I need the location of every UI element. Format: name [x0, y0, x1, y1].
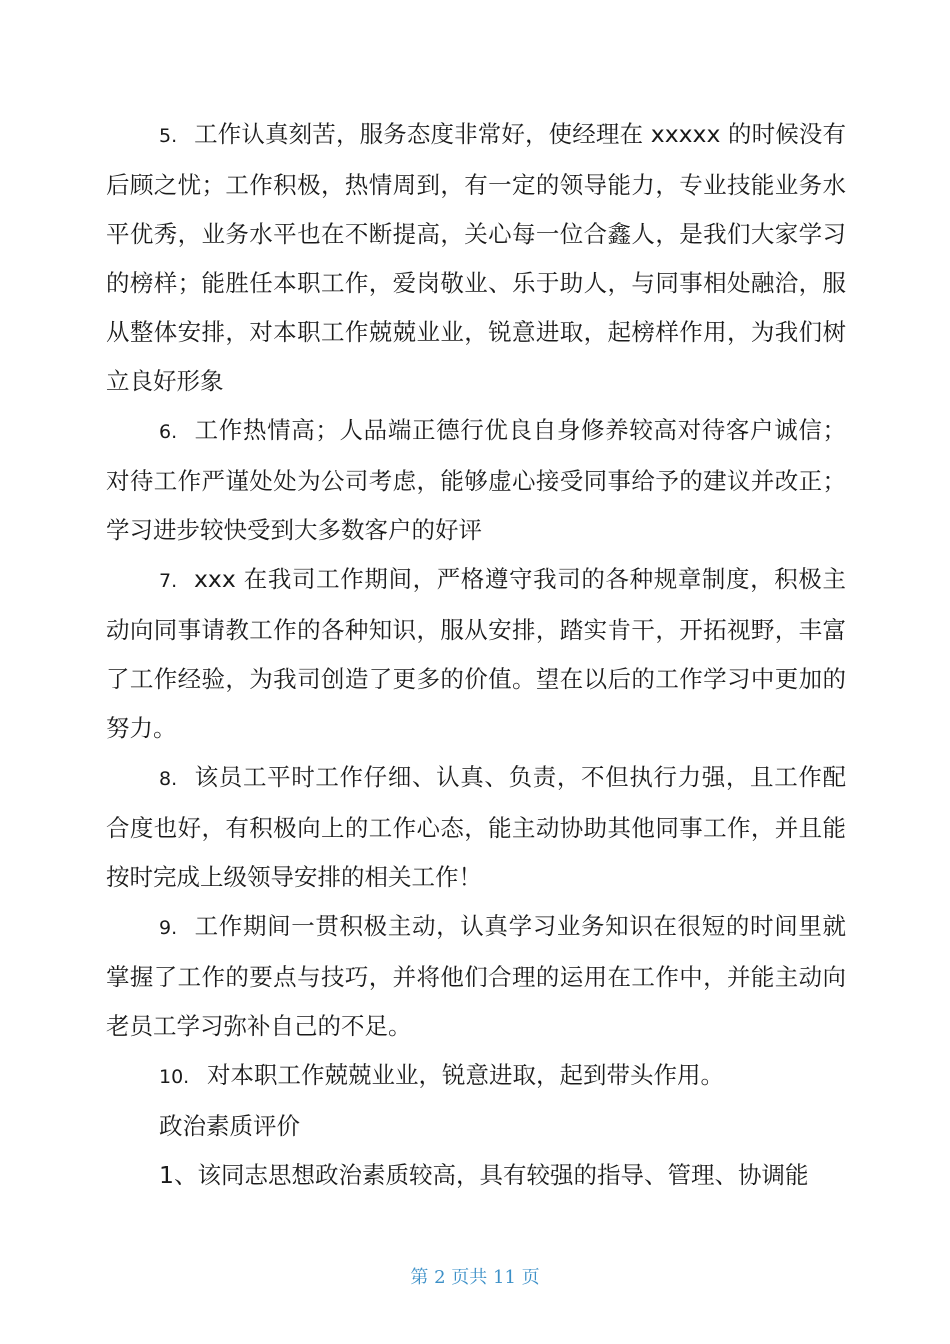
item-number: 5. — [159, 125, 178, 147]
page-number-footer: 第 2 页共 11 页 — [410, 1267, 540, 1288]
item-text: 工作期间一贯积极主动，认真学习业务知识在很短的时间里就掌握了工作的要点与技巧，并将他们合理的运用在工作中，并能主动向老员工学习弥补自己的不足。 — [106, 912, 846, 1040]
list-item-8 — [106, 753, 846, 902]
item-text: 工作认真刻苦，服务态度非常好，使经理在 xxxxx 的时候没有后顾之忧；工作积极，热情周到，有一定的领导能力，专业技能业务水平优秀，业务水平也在不断提高，关心每一位合鑫人，是我们大家学习的榜样；能胜任本职工作，爱岗敬业、乐于助人，与同事相处融洽，服从整体安排，对本职工作兢兢业业，锐意进取，起榜样作用，为我们树立良好形象 — [106, 120, 846, 395]
item-text: xxx 在我司工作期间，严格遵守我司的各种规章制度，积极主动向同事请教工作的各种知识，服从安排，踏实肯干，开拓视野，丰富了工作经验，为我司创造了更多的价值。望在以后的工作学习中更加的努力。 — [106, 565, 846, 742]
paragraph-political-1: 1、该同志思想政治素质较高，具有较强的指导、管理、协调能 — [159, 1161, 809, 1189]
item-number: 10. — [159, 1066, 190, 1088]
item-number: 8. — [159, 768, 178, 790]
list-item-10 — [106, 1051, 846, 1102]
item-text: 对本职工作兢兢业业，锐意进取，起到带头作用。 — [207, 1061, 724, 1089]
item-number: 6. — [159, 421, 178, 443]
item-number: 9. — [159, 917, 178, 939]
document-body — [106, 110, 846, 1200]
item-text: 工作热情高；人品端正德行优良自身修养较高对待客户诚信；对待工作严谨处处为公司考虑，能够虚心接受同事给予的建议并改正；学习进步较快受到大多数客户的好评 — [106, 416, 846, 544]
list-item-9 — [106, 902, 846, 1051]
list-item-7 — [106, 555, 846, 753]
section-heading: 政治素质评价 — [159, 1112, 300, 1140]
item-text: 该员工平时工作仔细、认真、负责，不但执行力强，且工作配合度也好，有积极向上的工作心态，能主动协助其他同事工作，并且能按时完成上级领导安排的相关工作！ — [106, 763, 846, 891]
item-number: 7. — [159, 570, 178, 592]
list-item-6 — [106, 406, 846, 555]
list-item-5 — [106, 110, 846, 406]
